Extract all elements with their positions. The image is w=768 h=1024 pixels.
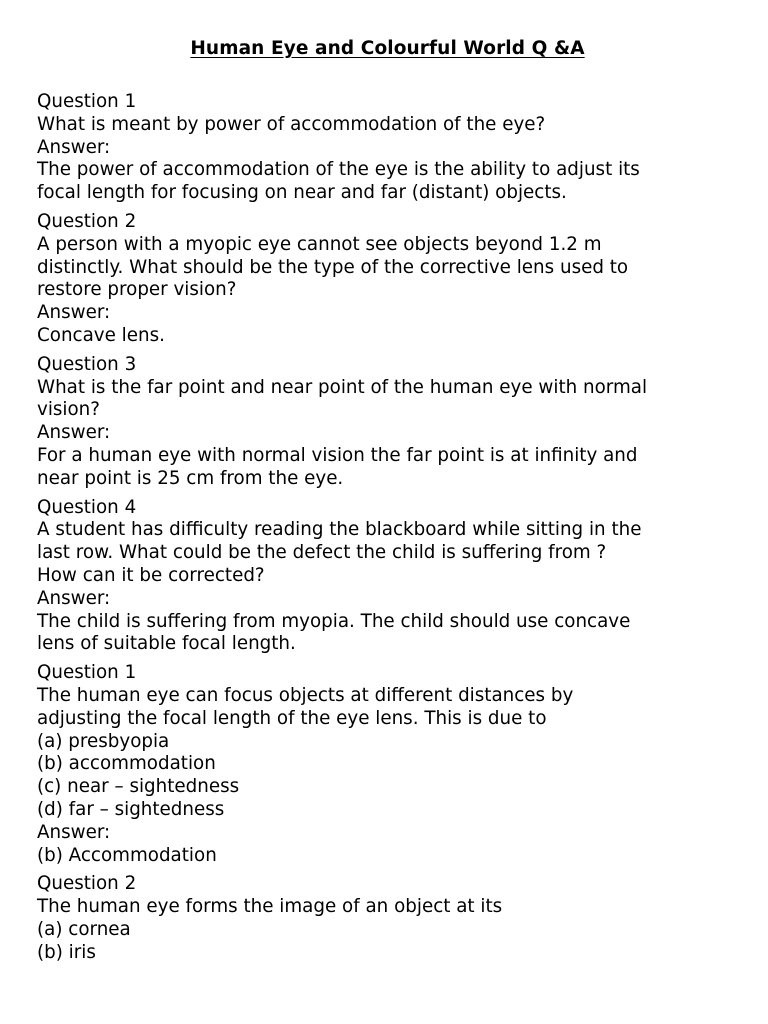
answer-text-line: The power of accommodation of the eye is the ability to adjust its bbox=[37, 159, 640, 181]
question-text-line: What is meant by power of accommodation of the eye? bbox=[37, 113, 546, 135]
question-text-line: What is the far point and near point of the human eye with normal bbox=[37, 376, 648, 398]
question-text-line: (a) presbyopia bbox=[37, 730, 170, 752]
question-text-line: vision? bbox=[37, 399, 100, 421]
qa-block bbox=[37, 354, 738, 491]
answer-label: Answer: bbox=[37, 821, 111, 843]
question-text-line: (b) iris bbox=[37, 941, 96, 963]
question-text-line: (a) cornea bbox=[37, 918, 131, 940]
answer-text-line: Concave lens. bbox=[37, 324, 165, 346]
answer-label: Answer: bbox=[37, 422, 111, 444]
question-text-line: The human eye forms the image of an object at its bbox=[37, 896, 503, 918]
question-label: Question 2 bbox=[37, 210, 137, 232]
answer-text-line: lens of suitable focal length. bbox=[37, 633, 296, 655]
qa-block bbox=[37, 873, 738, 964]
question-text-line: (c) near – sightedness bbox=[37, 776, 240, 798]
answer-text-line: For a human eye with normal vision the far point is at infinity and bbox=[37, 444, 638, 466]
question-label: Question 2 bbox=[37, 873, 137, 895]
answer-text-line: focal length for focusing on near and far (distant) objects. bbox=[37, 182, 567, 204]
answer-label: Answer: bbox=[37, 302, 111, 324]
qa-block bbox=[37, 91, 738, 205]
answer-text-line: near point is 25 cm from the eye. bbox=[37, 467, 344, 489]
question-text-line: The human eye can focus objects at different distances by bbox=[37, 684, 574, 706]
question-text-line: A student has difficulty reading the blackboard while sitting in the bbox=[37, 519, 642, 541]
question-text-line: A person with a myopic eye cannot see objects beyond 1.2 m bbox=[37, 233, 602, 255]
answer-label: Answer: bbox=[37, 587, 111, 609]
question-label: Question 1 bbox=[37, 91, 137, 112]
qa-list bbox=[37, 91, 738, 964]
question-text-line: (b) accommodation bbox=[37, 753, 216, 775]
question-text-line: restore proper vision? bbox=[37, 279, 237, 301]
answer-text-line: (b) Accommodation bbox=[37, 844, 217, 866]
question-label: Question 3 bbox=[37, 353, 137, 375]
question-text-line: last row. What could be the defect the child is suffering from ? bbox=[37, 542, 607, 564]
qa-block bbox=[37, 662, 738, 867]
question-text-line: distinctly. What should be the type of the corrective lens used to bbox=[37, 256, 629, 278]
question-text-line: adjusting the focal length of the eye lens. This is due to bbox=[37, 707, 547, 729]
question-label: Question 1 bbox=[37, 662, 137, 684]
question-label: Question 4 bbox=[37, 496, 137, 518]
qa-block bbox=[37, 497, 738, 657]
answer-text-line: The child is suffering from myopia. The child should use concave bbox=[37, 610, 631, 632]
answer-label: Answer: bbox=[37, 136, 111, 158]
document-title: Human Eye and Colourful World Q &A bbox=[190, 38, 585, 59]
question-text-line: How can it be corrected? bbox=[37, 564, 265, 586]
question-text-line: (d) far – sightedness bbox=[37, 798, 225, 820]
qa-block bbox=[37, 211, 738, 348]
